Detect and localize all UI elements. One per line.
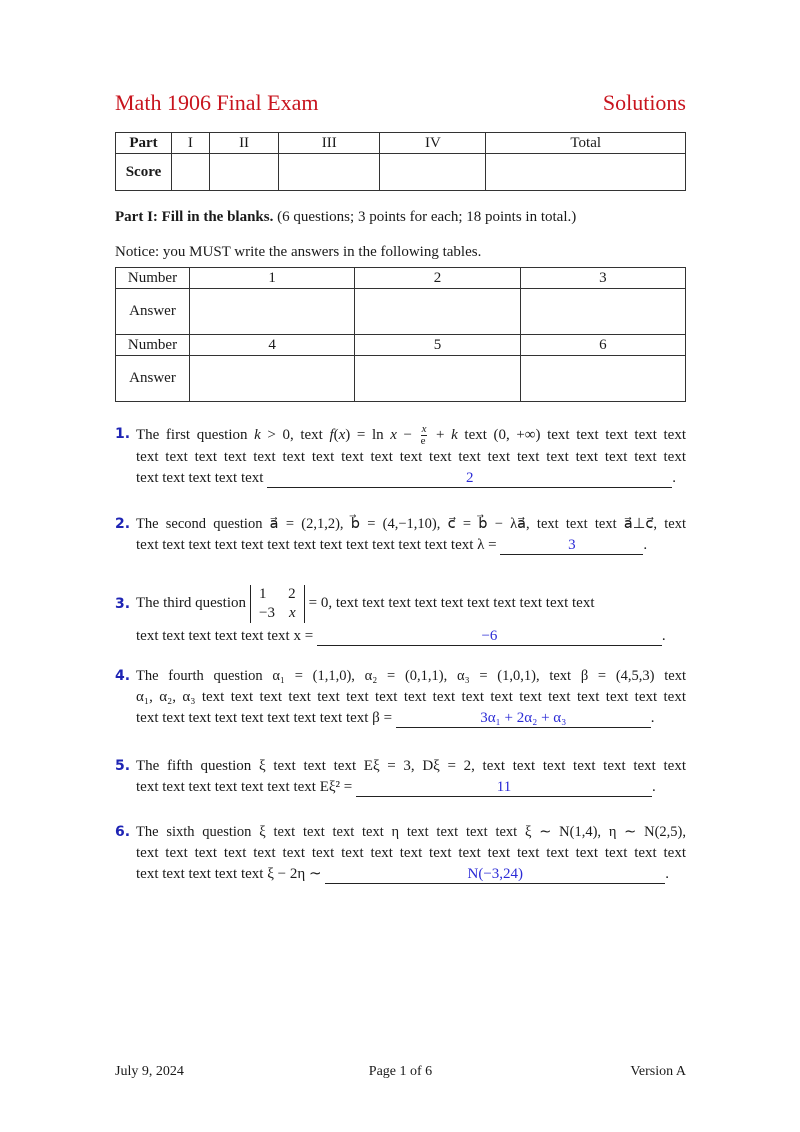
question-5 [115, 756, 686, 798]
answer-blank[interactable]: 3α₁ + 2α₂ + α₃ [396, 710, 651, 728]
question-line: text text text text text 2 . [136, 470, 676, 486]
matrix-entry: 1 [258, 585, 267, 602]
question-line: The sixth question ξ text text text text η text text text text ξ ∼ N(1,4), η ∼ N(2,5), [136, 824, 686, 840]
part-description: (6 questions; 3 points for each; 18 points in total.) [277, 209, 577, 225]
question-1 [115, 424, 686, 489]
matrix-entry: −3 [258, 604, 275, 621]
exam-version: Version A [630, 1064, 686, 1079]
answer-cell [190, 289, 355, 335]
question-2 [115, 514, 686, 556]
question-text: text text text text text text text Eξ² = [136, 779, 353, 795]
number-label: Number [116, 335, 190, 356]
question-text: The third question [136, 595, 246, 611]
solutions-label: Solutions [602, 90, 686, 115]
exam-title: Math 1906 Final Exam [115, 90, 319, 115]
question-line: text text text text text text text Eξ² = 11 . [136, 779, 656, 795]
part-heading [115, 209, 576, 226]
answer-blank[interactable]: N(−3,24) [325, 866, 665, 884]
question-number-cell: 4 [190, 335, 355, 356]
question-number-cell: 3 [520, 268, 685, 289]
question-number: 4. [115, 668, 131, 684]
question-number-cell: 6 [520, 335, 685, 356]
number-label: Number [116, 268, 190, 289]
question-text: text text text text text [136, 470, 264, 486]
matrix-entry: 2 [288, 585, 296, 602]
answer-cell [355, 289, 520, 335]
question-number: 5. [115, 758, 131, 774]
answer-cell [190, 356, 355, 402]
question-number: 3. [115, 596, 131, 612]
exam-date: July 9, 2024 [115, 1064, 184, 1079]
question-line: text text text text text text text text text text text text text λ = 3 . [136, 537, 648, 553]
notice-text: Notice: you MUST write the answers in the following tables. [115, 244, 482, 260]
answer-blank[interactable]: 3 [500, 537, 643, 555]
part-title: Part I: Fill in the blanks. [115, 209, 274, 225]
determinant [250, 585, 305, 623]
question-text: text text text text text text text text text text text text text λ = [136, 537, 497, 553]
question-text: = 0, text text text text text text text text text text [308, 595, 595, 611]
answer-blank[interactable]: 2 [267, 470, 672, 488]
question-line: text text text text text text text text text β = 3α₁ + 2α₂ + α₃ . [136, 710, 655, 726]
total-score-cell [486, 154, 686, 191]
math-expression: k [254, 426, 261, 443]
question-text: text text text text text [540, 426, 686, 443]
question-4 [115, 666, 686, 729]
answer-label: Answer [116, 356, 190, 402]
question-line: text text text text text ξ − 2η ∼ N(−3,24) . [136, 866, 670, 882]
page-header [115, 90, 686, 120]
score-cell [172, 154, 210, 191]
part-label: Part [116, 133, 172, 154]
fraction: $\frac{x}{e}$ [420, 423, 427, 447]
question-text: The first question [136, 426, 255, 443]
answer-blank[interactable]: 11 [356, 779, 652, 797]
score-cell [209, 154, 278, 191]
question-text: text text text text text text text text text β = [136, 710, 393, 726]
total-column-header: Total [486, 133, 686, 154]
question-number-cell: 1 [190, 268, 355, 289]
page-number: Page 1 of 6 [368, 1064, 433, 1079]
answer-table [115, 267, 686, 402]
question-line [136, 582, 686, 624]
question-text: text text text text text text x = [136, 628, 314, 644]
matrix-entry: x [288, 604, 296, 621]
answer-cell [520, 356, 685, 402]
question-line: The second question a⃗ = (2,1,2), b⃗ = (4,−1,10), c⃗ = b⃗ − λa⃗, text text text a⃗⊥c⃗, text [136, 516, 686, 532]
answer-cell [355, 356, 520, 402]
question-line: The fifth question ξ text text text Eξ = 3, Dξ = 2, text text text text text text text [136, 758, 686, 774]
question-line: The fourth question α₁ = (1,1,0), α₂ = (0,1,1), α₃ = (1,0,1), text β = (4,5,3) text [136, 668, 686, 684]
answer-cell [520, 289, 685, 335]
score-cell [279, 154, 380, 191]
part-column-header: II [209, 133, 278, 154]
part-column-header: IV [380, 133, 486, 154]
answer-label: Answer [116, 289, 190, 335]
question-6 [115, 822, 686, 885]
score-label: Score [116, 154, 172, 191]
question-line: text text text text text text text text text text text text text text text text text text text [136, 845, 686, 861]
part-column-header: I [172, 133, 210, 154]
question-number-cell: 2 [355, 268, 520, 289]
score-table [115, 132, 686, 191]
answer-blank[interactable]: −6 [317, 628, 662, 646]
question-line: text text text text text text x = −6 . [136, 628, 666, 644]
question-3 [115, 582, 686, 647]
score-cell [380, 154, 486, 191]
question-line: text text text text text text text text text text text text text text text text text text text [136, 449, 686, 465]
question-line: The first question k > 0, text f(x) = ln x − $\frac{x}{e}$ + k text (0, +∞) text text text text text [136, 423, 686, 447]
question-number: 2. [115, 516, 131, 532]
question-line: α₁, α₂, α₃ text text text text text text text text text text text text text text text text text [136, 689, 686, 705]
question-number-cell: 5 [355, 335, 520, 356]
part-column-header: III [279, 133, 380, 154]
question-text: text text text text text ξ − 2η ∼ [136, 866, 322, 882]
question-number: 6. [115, 824, 131, 840]
question-number: 1. [115, 426, 131, 442]
